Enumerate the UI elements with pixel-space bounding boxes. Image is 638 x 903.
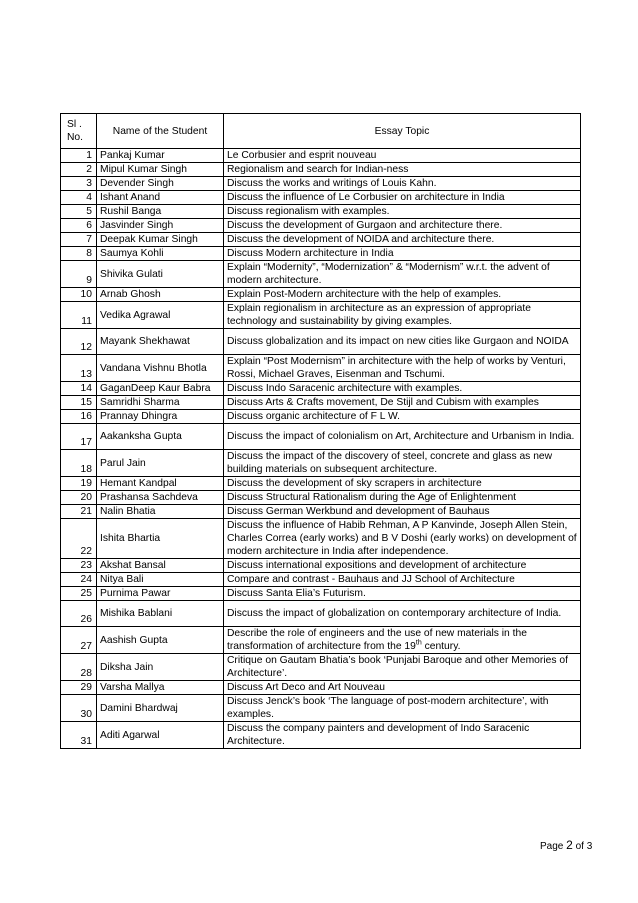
header-essay-topic: Essay Topic [224, 114, 581, 149]
row-sl-no: 4 [61, 191, 97, 205]
row-essay-topic: Explain Post-Modern architecture with the help of examples. [224, 288, 581, 302]
table-row [61, 722, 581, 749]
row-essay-topic: Discuss German Werkbund and development of Bauhaus [224, 505, 581, 519]
table-row [61, 382, 581, 396]
row-essay-topic: Critique on Gautam Bhatia’s book ‘Punjabi Baroque and other Memories of Architecture’. [224, 654, 581, 681]
row-sl-no: 20 [61, 491, 97, 505]
row-student-name: Vandana Vishnu Bhotla [97, 355, 224, 382]
table-row [61, 261, 581, 288]
topic-superscript: th [415, 639, 422, 647]
table-row [61, 491, 581, 505]
row-sl-no: 22 [61, 519, 97, 559]
row-essay-topic: Discuss the development of Gurgaon and architecture there. [224, 219, 581, 233]
table-row [61, 219, 581, 233]
table-body [61, 149, 581, 749]
row-student-name: Nitya Bali [97, 573, 224, 587]
table-row [61, 177, 581, 191]
row-essay-topic: Discuss the company painters and development of Indo Saracenic Architecture. [224, 722, 581, 749]
table-row [61, 191, 581, 205]
row-sl-no: 18 [61, 450, 97, 477]
table-row [61, 247, 581, 261]
table-row [61, 288, 581, 302]
table-row [61, 627, 581, 654]
essay-topics-table [60, 113, 581, 749]
row-student-name: Mayank Shekhawat [97, 329, 224, 355]
row-sl-no: 21 [61, 505, 97, 519]
row-student-name: Vedika Agrawal [97, 302, 224, 329]
row-essay-topic: Discuss Indo Saracenic architecture with examples. [224, 382, 581, 396]
row-essay-topic: Explain “Modernity”, “Modernization” & “Modernism” w.r.t. the advent of modern architecture. [224, 261, 581, 288]
row-student-name: Parul Jain [97, 450, 224, 477]
row-student-name: Arnab Ghosh [97, 288, 224, 302]
row-student-name: Samridhi Sharma [97, 396, 224, 410]
table-row [61, 233, 581, 247]
row-sl-no: 6 [61, 219, 97, 233]
row-student-name: Damini Bhardwaj [97, 695, 224, 722]
row-essay-topic: Discuss the impact of colonialism on Art, Architecture and Urbanism in India. [224, 424, 581, 450]
row-essay-topic: Compare and contrast - Bauhaus and JJ School of Architecture [224, 573, 581, 587]
row-essay-topic [224, 627, 581, 654]
row-student-name: Aashish Gupta [97, 627, 224, 654]
row-essay-topic: Discuss Art Deco and Art Nouveau [224, 681, 581, 695]
row-essay-topic: Le Corbusier and esprit nouveau [224, 149, 581, 163]
table-row [61, 695, 581, 722]
row-student-name: Diksha Jain [97, 654, 224, 681]
row-student-name: Deepak Kumar Singh [97, 233, 224, 247]
row-student-name: Akshat Bansal [97, 559, 224, 573]
row-sl-no: 29 [61, 681, 97, 695]
row-essay-topic: Discuss international expositions and development of architecture [224, 559, 581, 573]
table-row [61, 559, 581, 573]
table-row [61, 654, 581, 681]
table-row [61, 149, 581, 163]
row-student-name: Aditi Agarwal [97, 722, 224, 749]
header-student-name: Name of the Student [97, 114, 224, 149]
table-row [61, 477, 581, 491]
row-student-name: Shivika Gulati [97, 261, 224, 288]
page-footer [540, 838, 592, 852]
row-sl-no: 30 [61, 695, 97, 722]
row-sl-no: 5 [61, 205, 97, 219]
row-essay-topic: Explain “Post Modernism” in architecture with the help of works by Venturi, Rossi, Michael Graves, Eisenman and Tschumi. [224, 355, 581, 382]
footer-page-number: 2 [566, 838, 573, 852]
row-essay-topic: Discuss globalization and its impact on new cities like Gurgaon and NOIDA [224, 329, 581, 355]
table-header-row [61, 114, 581, 149]
row-sl-no: 31 [61, 722, 97, 749]
row-sl-no: 13 [61, 355, 97, 382]
row-student-name: Rushil Banga [97, 205, 224, 219]
row-sl-no: 1 [61, 149, 97, 163]
topic-text: Describe the role of engineers and the use of new materials in the transformation of architecture from the 19 [227, 628, 527, 652]
table-row [61, 573, 581, 587]
row-sl-no: 25 [61, 587, 97, 601]
row-sl-no: 8 [61, 247, 97, 261]
row-essay-topic: Discuss the development of sky scrapers in architecture [224, 477, 581, 491]
row-sl-no: 28 [61, 654, 97, 681]
row-sl-no: 16 [61, 410, 97, 424]
table-row [61, 163, 581, 177]
row-essay-topic: Discuss the development of NOIDA and architecture there. [224, 233, 581, 247]
header-sl-no: Sl . No. [61, 114, 97, 149]
row-sl-no: 26 [61, 601, 97, 627]
row-sl-no: 10 [61, 288, 97, 302]
row-student-name: Varsha Mallya [97, 681, 224, 695]
table-row [61, 505, 581, 519]
row-essay-topic: Regionalism and search for Indian-ness [224, 163, 581, 177]
row-sl-no: 12 [61, 329, 97, 355]
row-sl-no: 9 [61, 261, 97, 288]
table-row [61, 355, 581, 382]
row-essay-topic: Discuss the influence of Le Corbusier on architecture in India [224, 191, 581, 205]
row-essay-topic: Explain regionalism in architecture as an expression of appropriate technology and sustainability by giving examples. [224, 302, 581, 329]
row-essay-topic: Discuss the impact of globalization on contemporary architecture of India. [224, 601, 581, 627]
footer-page-total: 3 [586, 841, 593, 852]
table-row [61, 681, 581, 695]
row-student-name: Hemant Kandpal [97, 477, 224, 491]
row-essay-topic: Discuss Jenck’s book ‘The language of post-modern architecture’, with examples. [224, 695, 581, 722]
table-row [61, 424, 581, 450]
row-student-name: Ishita Bhartia [97, 519, 224, 559]
footer-of-label: of [575, 841, 584, 852]
row-sl-no: 23 [61, 559, 97, 573]
row-student-name: Mishika Bablani [97, 601, 224, 627]
row-essay-topic: Discuss the impact of the discovery of steel, concrete and glass as new building materials on subsequent architecture. [224, 450, 581, 477]
row-sl-no: 19 [61, 477, 97, 491]
row-essay-topic: Discuss the works and writings of Louis Kahn. [224, 177, 581, 191]
footer-page-label: Page [540, 841, 564, 852]
row-essay-topic: Discuss organic architecture of F L W. [224, 410, 581, 424]
row-sl-no: 17 [61, 424, 97, 450]
row-sl-no: 14 [61, 382, 97, 396]
row-sl-no: 11 [61, 302, 97, 329]
row-sl-no: 24 [61, 573, 97, 587]
row-sl-no: 2 [61, 163, 97, 177]
table-row [61, 587, 581, 601]
row-student-name: Nalin Bhatia [97, 505, 224, 519]
table-row [61, 205, 581, 219]
row-student-name: Mipul Kumar Singh [97, 163, 224, 177]
row-student-name: Prashansa Sachdeva [97, 491, 224, 505]
table-row [61, 519, 581, 559]
row-essay-topic: Discuss regionalism with examples. [224, 205, 581, 219]
row-essay-topic: Discuss Modern architecture in India [224, 247, 581, 261]
row-student-name: Purnima Pawar [97, 587, 224, 601]
row-sl-no: 7 [61, 233, 97, 247]
row-student-name: Devender Singh [97, 177, 224, 191]
row-sl-no: 15 [61, 396, 97, 410]
row-student-name: Jasvinder Singh [97, 219, 224, 233]
table-row [61, 410, 581, 424]
row-student-name: Saumya Kohli [97, 247, 224, 261]
row-student-name: GaganDeep Kaur Babra [97, 382, 224, 396]
row-student-name: Pankaj Kumar [97, 149, 224, 163]
row-essay-topic: Discuss Structural Rationalism during the Age of Enlightenment [224, 491, 581, 505]
row-student-name: Ishant Anand [97, 191, 224, 205]
row-sl-no: 27 [61, 627, 97, 654]
row-essay-topic: Discuss Santa Elia’s Futurism. [224, 587, 581, 601]
row-essay-topic: Discuss the influence of Habib Rehman, A P Kanvinde, Joseph Allen Stein, Charles Correa (early works) and B V Doshi (early works) on development of modern architecture in India after independence. [224, 519, 581, 559]
row-student-name: Prannay Dhingra [97, 410, 224, 424]
topic-text-after: century. [421, 641, 461, 652]
table-row [61, 396, 581, 410]
table-row [61, 302, 581, 329]
row-student-name: Aakanksha Gupta [97, 424, 224, 450]
row-sl-no: 3 [61, 177, 97, 191]
table-row [61, 601, 581, 627]
table-row [61, 450, 581, 477]
row-essay-topic: Discuss Arts & Crafts movement, De Stijl and Cubism with examples [224, 396, 581, 410]
table-row [61, 329, 581, 355]
